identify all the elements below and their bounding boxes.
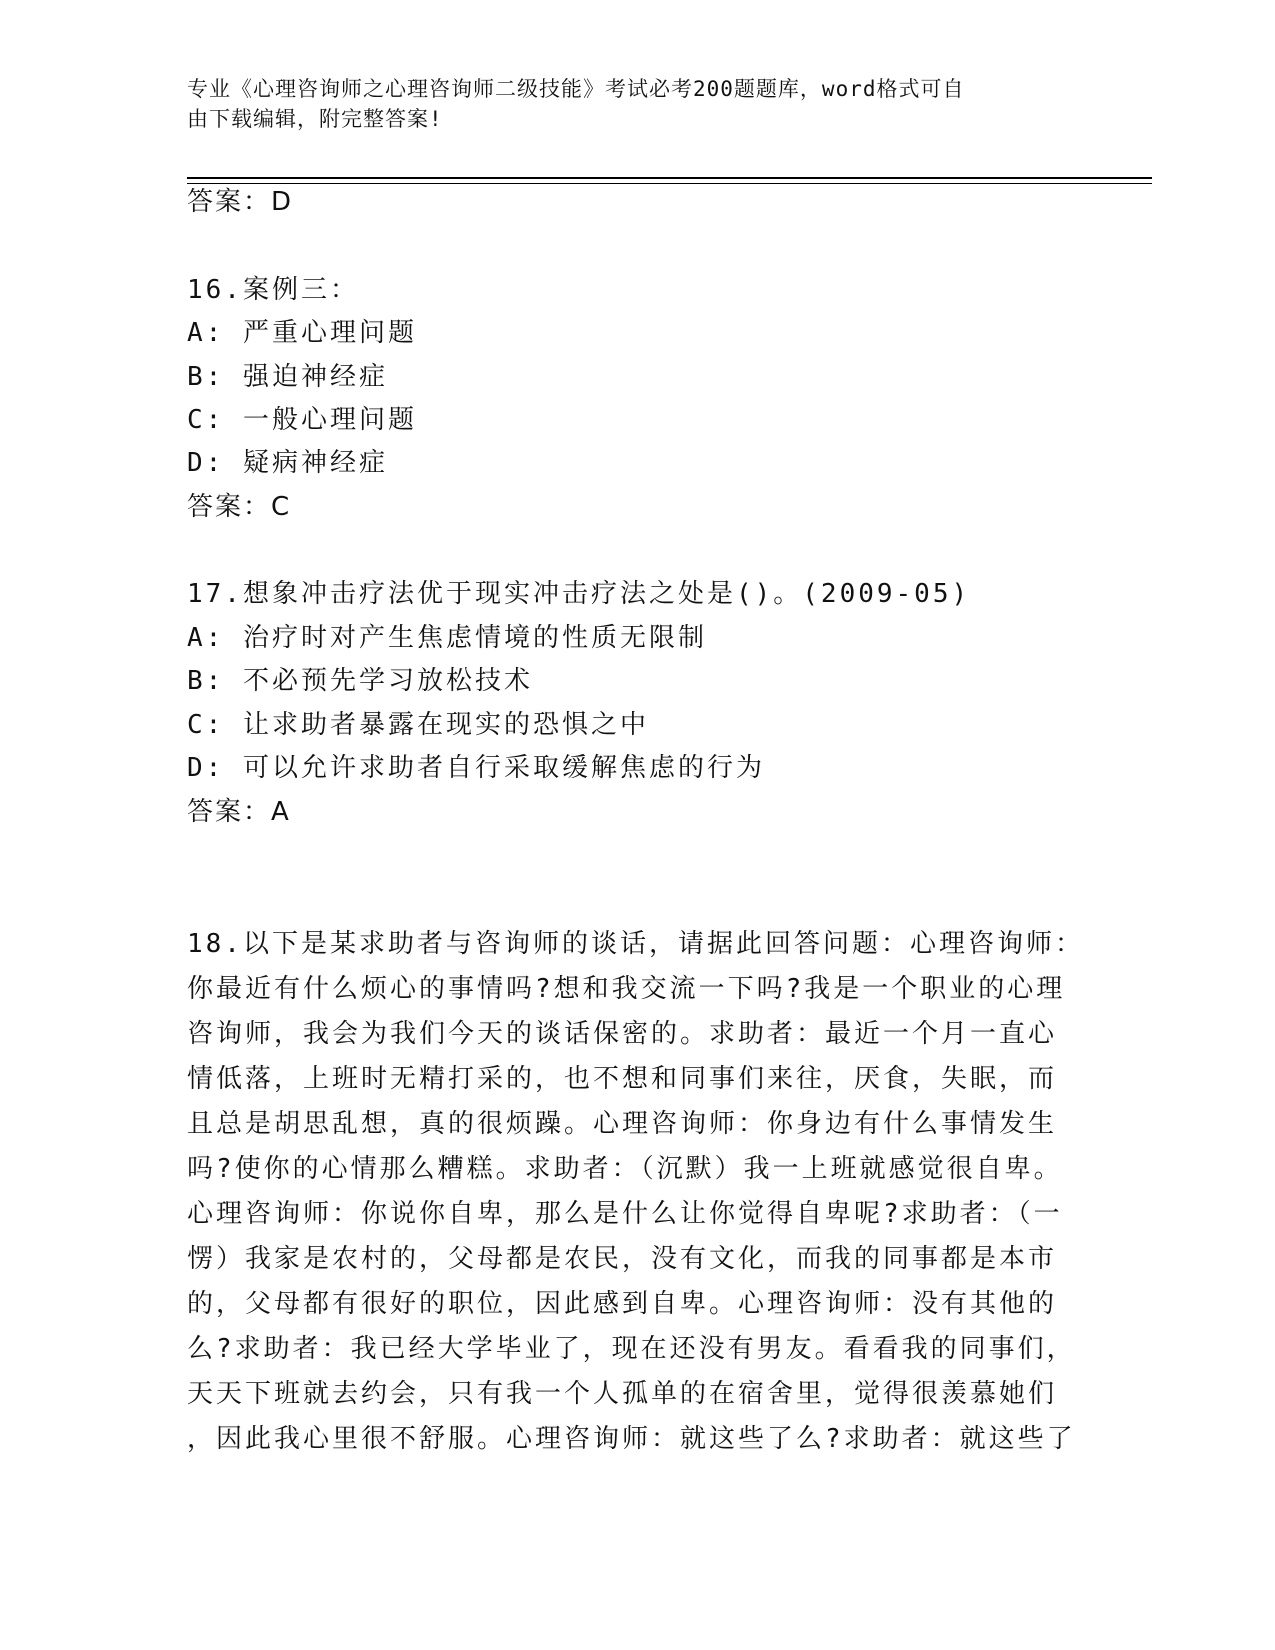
question-17-option-b: B: 不必预先学习放松技术 — [187, 666, 533, 696]
question-18-line: 吗?使你的心情那么糟糕。求助者：（沉默）我一上班就感觉很自卑。 — [187, 1154, 1063, 1184]
question-18-line: ，因此我心里很不舒服。心理咨询师：就这些了么?求助者：就这些了 — [187, 1424, 1076, 1454]
question-17-option-a: A: 治疗时对产生焦虑情境的性质无限制 — [187, 623, 707, 653]
question-18-line: 天天下班就去约会，只有我一个人孤单的在宿舍里，觉得很羡慕她们 — [187, 1379, 1058, 1409]
question-18-line: 你最近有什么烦心的事情吗?想和我交流一下吗?我是一个职业的心理 — [187, 974, 1066, 1004]
header-divider-thin — [187, 183, 1152, 184]
question-16-option-d: D: 疑病神经症 — [187, 448, 388, 478]
question-17-stem: 17.想象冲击疗法优于现实冲击疗法之处是()。(2009-05) — [187, 579, 971, 609]
question-18-line: 么?求助者：我已经大学毕业了，现在还没有男友。看看我的同事们， — [187, 1334, 1076, 1364]
question-18-line: 咨询师，我会为我们今天的谈话保密的。求助者：最近一个月一直心 — [187, 1019, 1058, 1049]
question-18-line: 愣）我家是农村的，父母都是农民，没有文化，而我的同事都是本市 — [187, 1244, 1058, 1274]
question-16-answer: 答案：C — [187, 492, 292, 522]
question-18-line: 18.以下是某求助者与咨询师的谈话，请据此回答问题：心理咨询师： — [187, 929, 1084, 959]
previous-answer: 答案：D — [187, 187, 294, 217]
document-header — [187, 74, 1067, 134]
question-18-line: 且总是胡思乱想，真的很烦躁。心理咨询师：你身边有什么事情发生 — [187, 1109, 1058, 1139]
question-17-option-c: C: 让求助者暴露在现实的恐惧之中 — [187, 710, 649, 740]
question-17-option-d: D: 可以允许求助者自行采取缓解焦虑的行为 — [187, 753, 765, 783]
header-line-2: 由下载编辑，附完整答案! — [187, 107, 443, 131]
question-16-option-a: A: 严重心理问题 — [187, 318, 417, 348]
question-18-line: 情低落，上班时无精打采的，也不想和同事们来往，厌食，失眠，而 — [187, 1064, 1058, 1094]
question-16-option-b: B: 强迫神经症 — [187, 362, 388, 392]
question-17-answer: 答案：A — [187, 797, 291, 827]
question-16-stem: 16.案例三： — [187, 275, 359, 305]
question-18-text — [187, 922, 1084, 1462]
question-18-line: 的，父母都有很好的职位，因此感到自卑。心理咨询师：没有其他的 — [187, 1289, 1058, 1319]
header-line-1: 专业《心理咨询师之心理咨询师二级技能》考试必考200题题库，word格式可自 — [187, 77, 965, 101]
question-18-line: 心理咨询师：你说你自卑，那么是什么让你觉得自卑呢?求助者：（一 — [187, 1199, 1063, 1229]
header-divider-thick — [187, 177, 1152, 179]
question-16-option-c: C: 一般心理问题 — [187, 405, 417, 435]
